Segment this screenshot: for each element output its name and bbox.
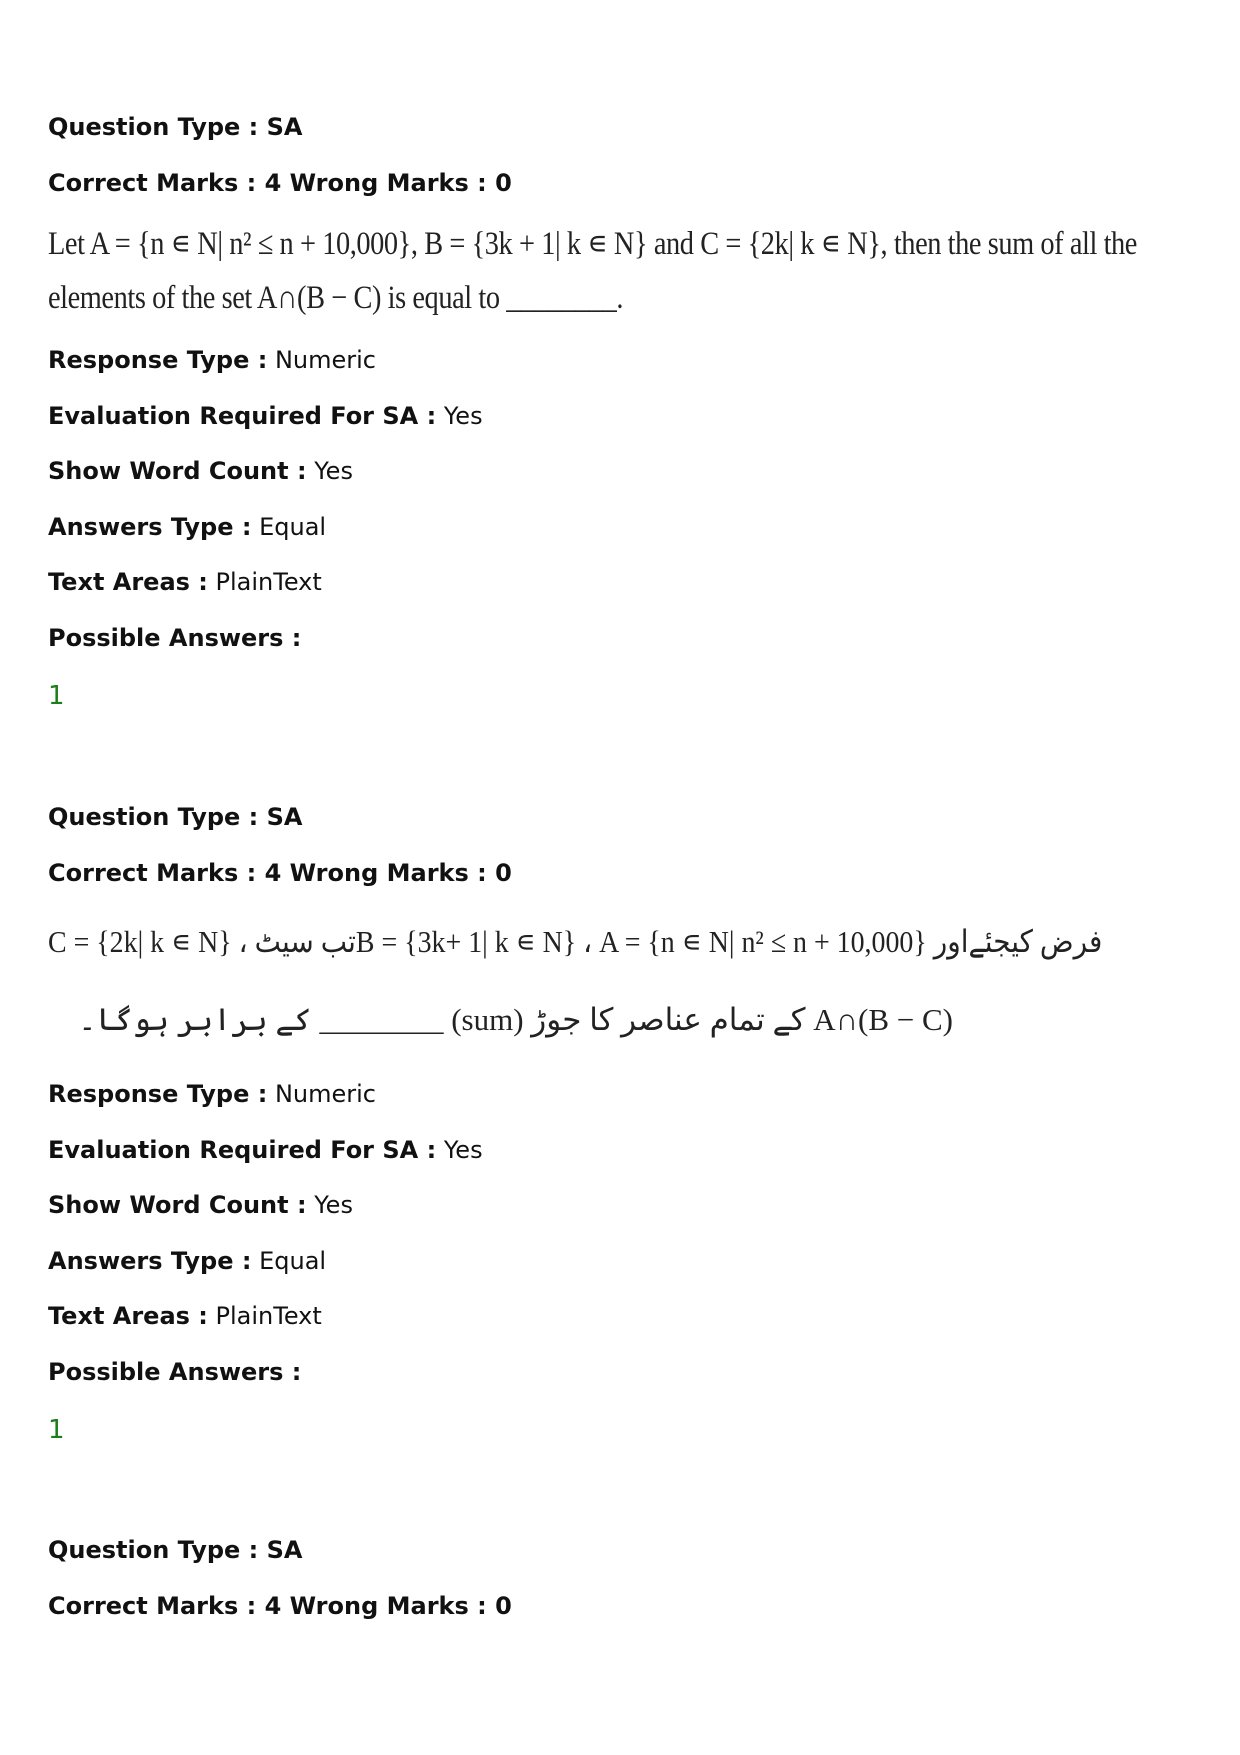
possible-answer: 1	[48, 681, 65, 711]
answers-type-line	[48, 500, 1148, 556]
text-areas-line	[48, 1289, 953, 1345]
marks-line: Correct Marks : 4 Wrong Marks : 0	[48, 1591, 512, 1620]
word-count-value: Yes	[314, 457, 353, 485]
word-count-label: Show Word Count :	[48, 457, 307, 485]
question-type-line	[48, 1523, 512, 1579]
response-type-value: Numeric	[274, 346, 376, 374]
possible-answer: 1	[48, 1415, 65, 1445]
possible-answers-label: Possible Answers :	[48, 623, 302, 652]
answers-type-line	[48, 1234, 953, 1290]
word-count-value: Yes	[314, 1191, 353, 1219]
possible-answers-label: Possible Answers :	[48, 1357, 302, 1386]
urdu-text-line-2: A∩(B − C) کے تمام عناصر کا جوڑ (sum) ________ کے برابر ہوگا۔	[78, 1002, 953, 1037]
word-count-label: Show Word Count :	[48, 1191, 307, 1219]
evaluation-value: Yes	[443, 401, 483, 430]
question-text	[48, 217, 1137, 325]
question-text-line-1: Let A = {n ∊ N| n² ≤ n + 10,000}, B = {3k + 1| k ∊ N} and C = {2k| k ∊ N}, then the sum of all the	[48, 226, 1137, 262]
answers-type-label: Answers Type :	[48, 512, 252, 541]
text-areas-label: Text Areas :	[48, 1302, 208, 1330]
answers-type-value: Equal	[259, 1246, 327, 1275]
response-type-line	[48, 1067, 953, 1123]
response-type-label: Response Type :	[48, 1080, 268, 1108]
question-block-1	[48, 100, 1148, 726]
question-type-label: Question Type :	[48, 803, 259, 831]
urdu-segment-2: اور B = {3k+ 1| k ∊ N} ، A = {n ∊ N| n² ≤ n + 10,000}	[355, 924, 969, 959]
marks-line: Correct Marks : 4 Wrong Marks : 0	[48, 858, 512, 887]
word-count-line	[48, 444, 1148, 500]
text-areas-value: PlainText	[215, 1302, 322, 1330]
text-areas-value: PlainText	[215, 568, 322, 596]
text-areas-label: Text Areas :	[48, 568, 208, 596]
text-areas-line	[48, 555, 1148, 611]
question-type-label: Question Type :	[48, 113, 259, 141]
question-type-line	[48, 790, 953, 846]
word-count-line	[48, 1178, 953, 1234]
answers-type-label: Answers Type :	[48, 1246, 252, 1275]
evaluation-line	[48, 389, 1148, 445]
document-page	[48, 0, 1198, 1755]
question-text-urdu	[48, 913, 1103, 1049]
question-type-value: SA	[266, 1536, 303, 1564]
marks-line: Correct Marks : 4 Wrong Marks : 0	[48, 168, 512, 197]
question-type-label: Question Type :	[48, 1536, 259, 1564]
question-type-value: SA	[266, 803, 303, 831]
evaluation-label: Evaluation Required For SA :	[48, 1135, 437, 1164]
urdu-segment-3: فرض کیجئے	[968, 924, 1103, 959]
response-type-label: Response Type :	[48, 346, 268, 374]
question-block-3	[48, 1523, 512, 1634]
question-type-value: SA	[266, 113, 303, 141]
response-type-line	[48, 333, 1148, 389]
evaluation-label: Evaluation Required For SA :	[48, 401, 437, 430]
question-block-2	[48, 790, 1103, 1460]
evaluation-value: Yes	[443, 1135, 483, 1164]
response-type-value: Numeric	[274, 1080, 376, 1108]
answers-type-value: Equal	[259, 512, 327, 541]
question-type-line	[48, 100, 1148, 156]
urdu-text-line-1	[48, 913, 1103, 991]
question-text-line-2: elements of the set A∩(B − C) is equal to ________.	[48, 280, 624, 316]
evaluation-line	[48, 1123, 953, 1179]
urdu-segment-1: تب سیٹ ، C = {2k| k ∊ N}	[48, 924, 356, 959]
